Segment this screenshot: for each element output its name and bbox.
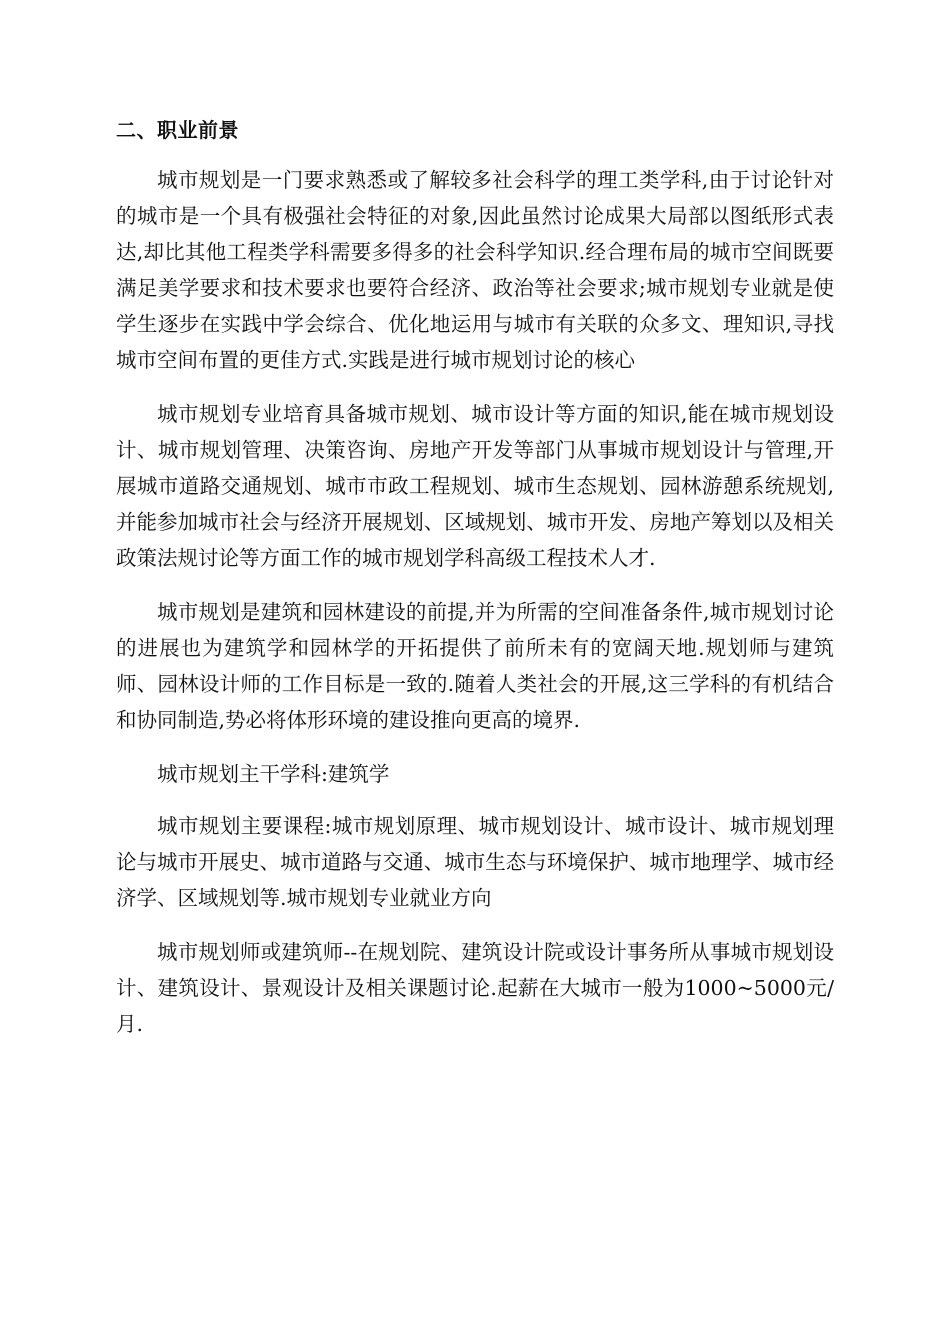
- paragraph-career-direction: 城市规划师或建筑师--在规划院、建筑设计院或设计事务所从事城市规划设计、建筑设计、景观设计及相关课题讨论.起薪在大城市一般为1000~5000元/月.: [116, 940, 834, 1036]
- paragraph-relation-architecture: 城市规划是建筑和园林建设的前提,并为所需的空间准备条件,城市规划讨论的进展也为建筑学和园林学的开拓提供了前所未有的宽阔天地.规划师与建筑师、园林设计师的工作目标是一致的.随着人类社会的开展,这三学科的有机结合和协同制造,势必将体形环境的建设推向更高的境界.: [116, 600, 834, 732]
- paragraph-main-courses: 城市规划主要课程:城市规划原理、城市规划设计、城市设计、城市规划理论与城市开展史、城市道路与交通、城市生态与环境保护、城市地理学、城市经济学、区域规划等.城市规划专业就业方向: [116, 814, 834, 910]
- document-page: [116, 112, 834, 1060]
- paragraph-training-goals: 城市规划专业培育具备城市规划、城市设计等方面的知识,能在城市规划设计、城市规划管理、决策咨询、房地产开发等部门从事城市规划设计与管理,开展城市道路交通规划、城市市政工程规划、城市生态规划、园林游憩系统规划,并能参加城市社会与经济开展规划、区域规划、城市开发、房地产筹划以及相关政策法规讨论等方面工作的城市规划学科高级工程技术人才.: [116, 402, 834, 570]
- paragraph-main-discipline: 城市规划主干学科:建筑学: [157, 762, 390, 786]
- section-heading: 二、职业前景: [116, 118, 239, 142]
- paragraph-urban-planning-intro: 城市规划是一门要求熟悉或了解较多社会科学的理工类学科,由于讨论针对的城市是一个具有极强社会特征的对象,因此虽然讨论成果大局部以图纸形式表达,却比其他工程类学科需要多得多的社会科学知识.经合理布局的城市空间既要满足美学要求和技术要求也要符合经济、政治等社会要求;城市规划专业就是使学生逐步在实践中学会综合、优化地运用与城市有关联的众多文、理知识,寻找城市空间布置的更佳方式.实践是进行城市规划讨论的核心: [116, 168, 834, 372]
